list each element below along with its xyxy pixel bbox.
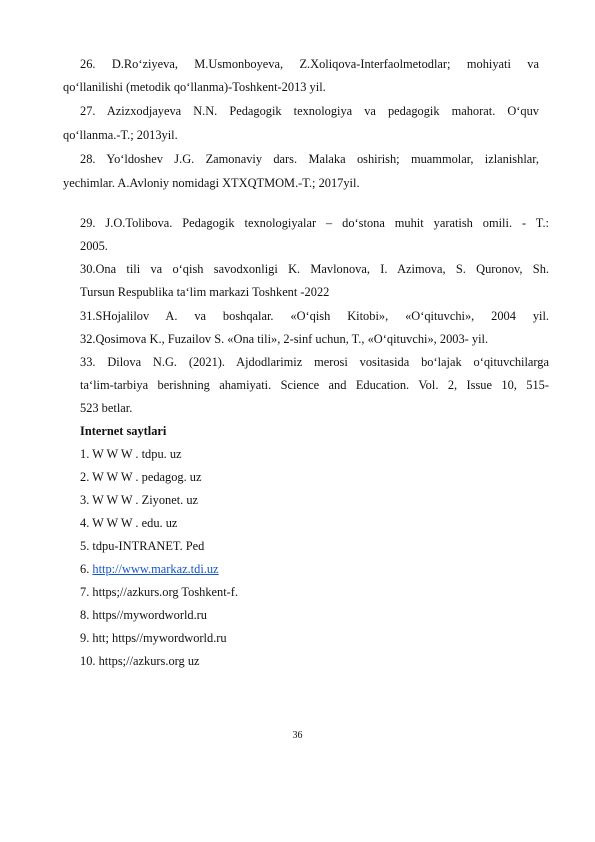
list-item: 9. htt; https//mywordworld.ru (80, 631, 227, 645)
reference-28-line-1: 28. Yo‘ldoshev J.G. Zamonaviy dars. Malaka oshirish; muammolar, izlanishlar, (80, 152, 539, 166)
reference-31: 31.SHojalilov A. va boshqalar. «O‘qish Kitobi», «O‘qituvchi», 2004 yil. (80, 309, 549, 323)
list-item: 5. tdpu-INTRANET. Ped (80, 539, 205, 553)
page-number: 36 (292, 730, 303, 741)
reference-32: 32.Qosimova K., Fuzailov S. «Ona tili», 2-sinf uchun, T., «O‘qituvchi», 2003- yil. (80, 332, 489, 346)
reference-27-line-2: qo‘llanma.-T.; 2013yil. (63, 128, 178, 142)
reference-28-line-2: yechimlar. A.Avloniy nomidagi XTXQTMOM.-T.; 2017yil. (63, 176, 360, 190)
list-item: 10. https;//azkurs.org uz (80, 654, 200, 668)
list-item: 1. W W W . tdpu. uz (80, 447, 182, 461)
list-item-link-row (80, 561, 219, 577)
list-item-number: 6. (80, 562, 93, 576)
list-item: 7. https;//azkurs.org Toshkent-f. (80, 585, 239, 599)
internet-heading: Internet saytlari (80, 424, 167, 438)
reference-33-line-2: ta‘lim-tarbiya berishning ahamiyati. Science and Education. Vol. 2, Issue 10, 515- (80, 378, 549, 392)
markaz-link[interactable]: http://www.markaz.tdi.uz (92, 562, 219, 576)
reference-29-line-1: 29. J.O.Tolibova. Pedagogik texnologiyalar – do‘stona muhit yaratish omili. - T.: (80, 216, 549, 230)
list-item: 3. W W W . Ziyonet. uz (80, 493, 199, 507)
list-item: 8. https//mywordworld.ru (80, 608, 207, 622)
reference-26-line-2: qo‘llanilishi (metodik qo‘llanma)-Toshkent-2013 yil. (63, 80, 326, 94)
reference-30-line-1: 30.Ona tili va o‘qish savodxonligi K. Mavlonova, I. Azimova, S. Quronov, Sh. (80, 262, 549, 276)
reference-33-line-3: 523 betlar. (80, 401, 133, 415)
reference-26-line-1: 26. D.Ro‘ziyeva, M.Usmonboyeva, Z.Xoliqova-Interfaolmetodlar; mohiyati va (80, 57, 539, 71)
reference-33-line-1: 33. Dilova N.G. (2021). Ajdodlarimiz merosi vositasida bo‘lajak o‘qituvchilarga (80, 355, 549, 369)
list-item: 2. W W W . pedagog. uz (80, 470, 202, 484)
list-item: 4. W W W . edu. uz (80, 516, 178, 530)
reference-29-line-2: 2005. (80, 239, 108, 253)
reference-27-line-1: 27. Azizxodjayeva N.N. Pedagogik texnologiya va pedagogik mahorat. O‘quv (80, 104, 539, 118)
reference-30-line-2: Tursun Respublika ta‘lim markazi Toshkent -2022 (80, 285, 330, 299)
